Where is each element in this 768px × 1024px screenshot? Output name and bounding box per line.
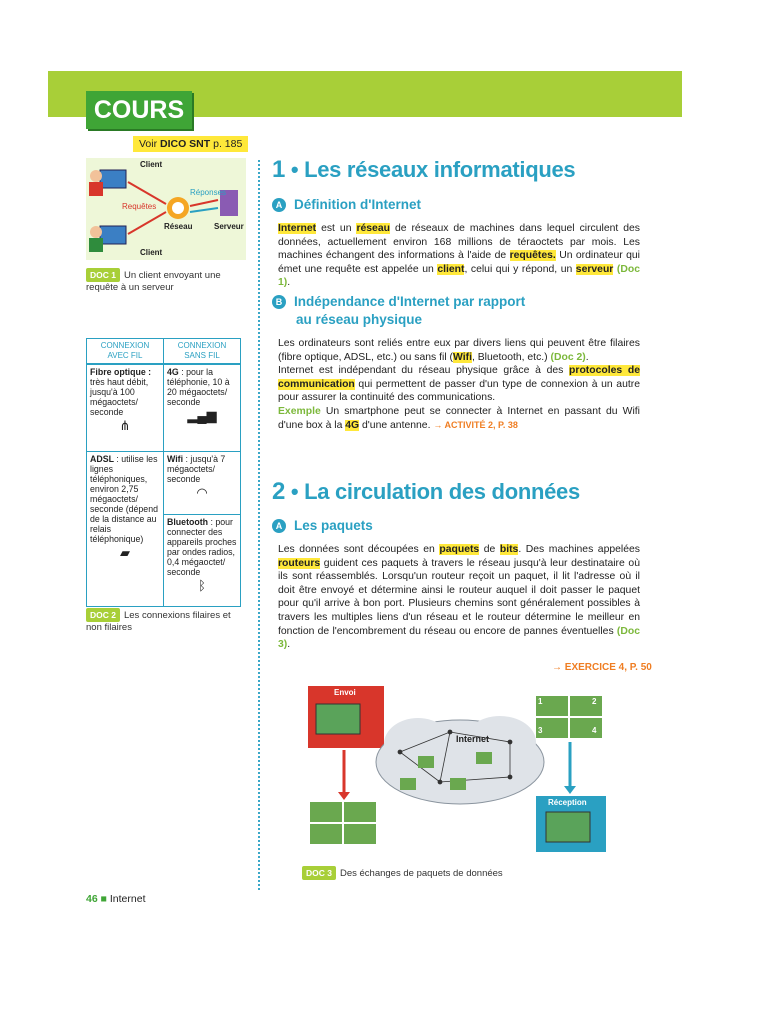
cell-4g: 4G : pour la téléphonie, 10 à 20 mégaoctets/ seconde ▂▄▆	[164, 364, 241, 452]
section2a-heading: A Les paquets	[272, 517, 373, 535]
label-internet: Internet	[456, 734, 490, 744]
cell-adsl: ADSL : utilise les lignes téléphoniques, environ 2,75 mégaoctets/ seconde (dépend de la distance au relais téléphonique) ▰	[87, 452, 164, 607]
packet-2: 2	[592, 697, 597, 706]
doc2-caption: DOC 2 Les connexions filaires et non filaires	[86, 610, 231, 633]
exercice-link[interactable]: → EXERCICE 4, P. 50	[552, 662, 652, 673]
ethernet-plug-icon: ▰	[120, 545, 130, 560]
section1b-paragraph: Les ordinateurs sont reliés entre eux par divers liens qui peuvent être filaires (fibre optique, ADSL, etc.) ou sans fil (Wifi, Bluetooth, etc.) (Doc 2). Internet est indépendant du réseau physique grâce à des protocoles de communication qui permettent de passer d'un type de connexion à un autre pour assurer la continuité des communications. Exemple Un smartphone peut se connecter à Internet en passant du Wifi d'une box à la 4G d'une antenne. → ACTIVITÉ 2, P. 38	[278, 338, 640, 431]
packet-4: 4	[592, 726, 597, 735]
page-number: 46	[86, 893, 98, 905]
col-head-wireless: CONNEXION SANS FIL	[164, 339, 241, 365]
chapter-name: Internet	[109, 893, 146, 905]
connexions-table	[86, 338, 241, 607]
label-reception: Réception	[548, 798, 587, 807]
bluetooth-icon: ᛒ	[198, 578, 206, 593]
doc3-caption: DOC 3 Des échanges de paquets de données	[302, 866, 602, 880]
packet-1: 1	[538, 697, 543, 706]
fibre-icon: ⋔	[119, 418, 131, 433]
section1a-heading: A Définition d'Internet	[272, 196, 421, 214]
column-separator	[258, 160, 260, 890]
label-reponses: Réponses	[190, 188, 227, 197]
voir-dico-note: Voir DICO SNT p. 185	[133, 136, 248, 152]
section1a-paragraph: Internet est un réseau de réseaux de machines dans lequel circulent des données, actuellement environ 168 millions de téraoctets par mois. Les machines échangent des informations à l'aide de requêtes. Un ordinateur qui émet une requête est appelée un client, celui qui y répond, un serveur (Doc 1).	[278, 223, 640, 289]
doc1-tag: DOC 1	[86, 268, 120, 282]
doc3-tag: DOC 3	[302, 866, 336, 880]
wifi-icon: ◠	[196, 485, 208, 500]
doc2-tag: DOC 2	[86, 608, 120, 622]
section2-title: 2 • La circulation des données	[272, 478, 580, 505]
cell-fibre: Fibre optique : très haut débit, jusqu'à 100 mégaoctets/ seconde ⋔	[87, 364, 164, 452]
cell-bluetooth: Bluetooth : pour connecter des appareils proches par ondes radios, 0,4 mégaoctet/ seconde ᛒ	[164, 515, 241, 607]
label-envoi: Envoi	[334, 688, 356, 697]
label-serveur: Serveur	[214, 222, 244, 231]
doc3-diagram	[300, 682, 612, 852]
cours-badge: COURS	[86, 91, 192, 129]
doc2-table-container	[86, 338, 241, 607]
label-client-bottom: Client	[140, 248, 163, 257]
activite-link[interactable]: → ACTIVITÉ 2, P. 38	[433, 419, 518, 430]
section1-title: 1 • Les réseaux informatiques	[272, 156, 576, 183]
page-footer: 46 ■ Internet	[86, 893, 146, 905]
packet-3: 3	[538, 726, 543, 735]
label-reseau: Réseau	[164, 222, 193, 231]
section2a-paragraph: Les données sont découpées en paquets de bits. Des machines appelées routeurs guident ces paquets à travers le réseau jusqu'à leur destinataire où ils sont réassemblés. Lorsqu'un routeur reçoit un paquet, il lit l'adresse où il doit être envoyé et détermine ainsi le routeur auquel il doit passer le paquet pour qu'il arrive à bon port. Plusieurs chemins sont généralement possibles à travers les multiples liens d'un réseau et le routeur détermine le meilleur en fonction de l'encombrement du réseau ou encore de pannes éventuelles (Doc 3).	[278, 544, 640, 651]
col-head-wired: CONNEXION AVEC FIL	[87, 339, 164, 365]
label-requetes: Requêtes	[122, 202, 157, 211]
doc1-caption: DOC 1 Un client envoyant une requête à un serveur	[86, 270, 221, 293]
signal-bars-icon: ▂▄▆	[187, 408, 217, 423]
section1b-heading: B Indépendance d'Internet par rapport au réseau physique	[272, 293, 525, 329]
label-client-top: Client	[140, 160, 163, 169]
cell-wifi: Wifi : jusqu'à 7 mégaoctets/ seconde ◠	[164, 452, 241, 515]
doc1-illustration	[86, 158, 246, 260]
